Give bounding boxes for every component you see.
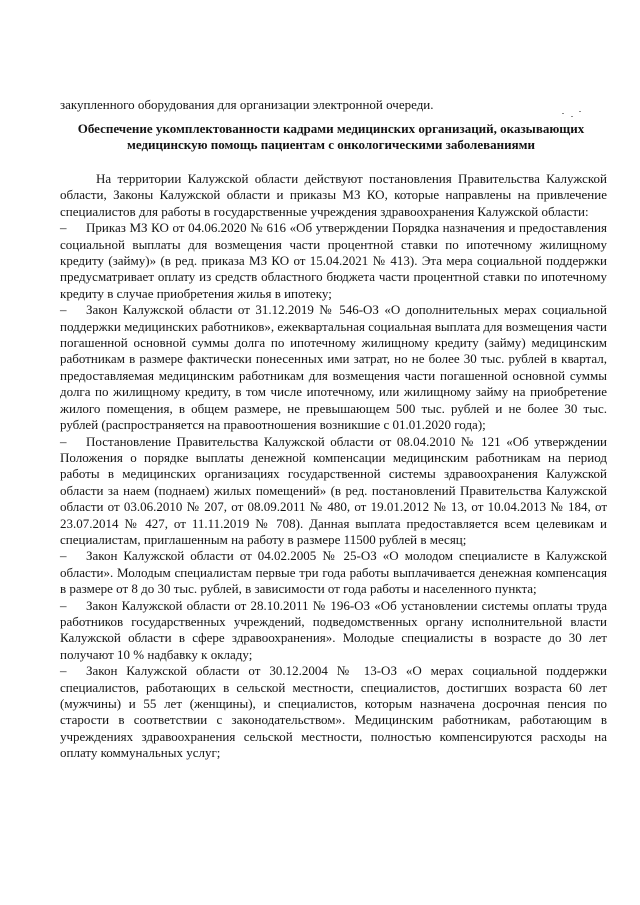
- list-dash: –: [60, 663, 67, 679]
- list-item-text: Постановление Правительства Калужской области от 08.04.2010 № 121 «Об утверждении Положения о порядке выплаты денежной компенсации медицинским работникам на период работы в медицинских организациях государственной системы здравоохранения Калужской области за наем (поднаем) жилых помещений» (в ред. постановлений Правительства Калужской области от 03.06.2010 № 207, от 08.09.2011 № 480, от 19.01.2012 № 13, от 10.04.2013 № 184, от 23.07.2014 № 427, от 11.11.2019 № 708). Данная выплата предоставляется всем целевикам и специалистам, приглашенным на работу в размере 11500 рублей в месяц;: [60, 433, 607, 547]
- list-dash: –: [60, 302, 67, 318]
- list-item: [60, 548, 607, 597]
- list-item: [60, 220, 607, 302]
- list-item: [60, 302, 607, 433]
- list-item: [60, 663, 607, 761]
- list-item-text: Приказ МЗ КО от 04.06.2020 № 616 «Об утверждении Порядка назначения и предоставления социальной выплаты для возмещения части процентной ставки по ипотечному жилищному кредиту (займу)» (в ред. приказа МЗ КО от 15.04.2021 № 413). Эта мера социальной поддержки предусматривает оплату из средств областного бюджета части процентной ставки по ипотечному кредиту в случае приобретения жилья в ипотеку;: [60, 220, 607, 301]
- list-item: [60, 434, 607, 549]
- list-dash: –: [60, 220, 67, 236]
- list-dash: –: [60, 548, 67, 564]
- list-dash: –: [60, 433, 67, 449]
- carry-over-line: закупленного оборудования для организации электронной очереди.: [60, 97, 434, 112]
- list-item-text: Закон Калужской области от 04.02.2005 № 25-ОЗ «О молодом специалисте в Калужской области». Молодым специалистам первые три года работы выплачивается денежная компенсация в размере от 8 до 30 тыс. рублей, в зависимости от года работы и населенного пункта;: [60, 548, 607, 597]
- list-dash: –: [60, 597, 67, 613]
- section-heading: Обеспечение укомплектованности кадрами медицинских организаций, оказывающих медицинскую помощь пациентам с онкологическими заболеваниями: [77, 121, 585, 152]
- list-item-text: Закон Калужской области от 30.12.2004 № 13-ОЗ «О мерах социальной поддержки специалистов, работающих в сельской местности, специалистов, достигших возраста 60 лет (мужчины) и 55 лет (женщины), и специалистов, которым назначена досрочная пенсия по старости в соответствии с законодательством». Медицинским работникам, работающим в учреждениях здравоохранения сельской местности, полностью компенсируются расходы на оплату коммунальных услуг;: [60, 663, 607, 761]
- list-item: [60, 598, 607, 664]
- list-item-text: Закон Калужской области от 31.12.2019 № 546-ОЗ «О дополнительных мерах социальной поддержки медицинских работников», ежеквартальная социальная выплата для возмещения части погашенной основной суммы долга по ипотечному жилищному кредиту (займу) медицинским работникам в размере фактически понесенных ими затрат, но не более 30 тыс. рублей в квартал, предоставляемая медицинским работникам для возмещения части погашенной основной суммы долга по жилищному кредиту, в том числе ипотечному, или жилищному займу на приобретение жилого помещения, в общем размере, не превышающем 500 тыс. рублей и не более 30 тыс. рублей (распространяется на правоотношения возникшие с 01.01.2020 года);: [60, 302, 607, 433]
- intro-paragraph: На территории Калужской области действуют постановления Правительства Калужской области, Законы Калужской области и приказы МЗ КО, которые направлены на привлечение специалистов для работы в государственные учреждения здравоохранения Калужской области:: [60, 171, 607, 219]
- list-item-text: Закон Калужской области от 28.10.2011 № 196-ОЗ «Об установлении системы оплаты труда работников государственных учреждений, подведомственных органу исполнительной власти Калужской области в сфере здравоохранения». Молодые специалисты в возрасте до 30 лет получают 10 % надбавку к окладу;: [60, 597, 607, 662]
- section-body: [60, 171, 607, 762]
